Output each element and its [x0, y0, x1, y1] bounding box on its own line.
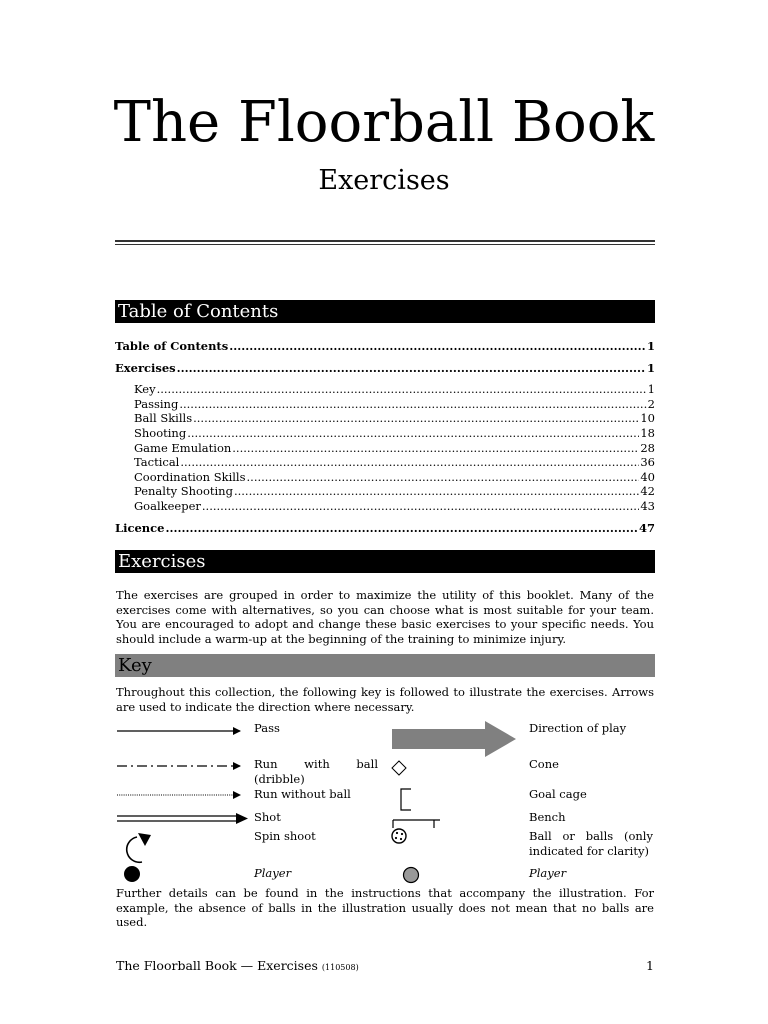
toc-entry-page: 36: [640, 455, 655, 470]
toc-entry-label: Coordination Skills: [134, 469, 246, 484]
document-subtitle: Exercises: [318, 165, 450, 196]
toc-entry-page: 2: [647, 396, 655, 411]
key-label-bench: Bench: [529, 810, 566, 824]
key-label-player-left: Player: [254, 866, 292, 880]
toc-entry-label: Licence: [115, 520, 165, 535]
toc-entry-label: Shooting: [134, 425, 187, 440]
toc-entry-label: Exercises: [115, 360, 176, 375]
key-label-player-right: Player: [529, 866, 567, 880]
key-label-cone: Cone: [529, 757, 559, 771]
key-label-shot: Shot: [254, 810, 281, 824]
toc-entry-page: 43: [640, 498, 655, 513]
cone-icon: [392, 761, 406, 775]
key-intro: Throughout this collection, the following key is followed to illustrate the exercises. Arrows are used to indicate the direction where necessary.: [116, 685, 654, 714]
key-label-run-without-ball: Run without ball: [254, 787, 351, 801]
toc-entry-page: 40: [640, 469, 655, 484]
toc-entry-label: Goalkeeper: [134, 498, 201, 513]
toc-entry-label: Penalty Shooting: [134, 484, 233, 499]
footer-title: The Floorball Book — Exercises: [116, 958, 318, 973]
toc-entry-label: Game Emulation: [134, 440, 232, 455]
key-label-pass: Pass: [254, 721, 280, 735]
toc-entry-page: 1: [646, 360, 655, 375]
key-label-goal-cage: Goal cage: [529, 787, 587, 801]
toc-entry-page: 1: [647, 382, 655, 397]
key-outro: Further details can be found in the instructions that accompany the illustration. For example, the absence of balls in the illustration usually does not mean that no balls are used.: [116, 886, 654, 930]
page-footer: [116, 958, 359, 973]
exercises-intro: The exercises are grouped in order to maximize the utility of this booklet. Many of the exercises come with alternatives, so you can choose what is most suitable for your team. You are encouraged to adopt and change these basic exercises to your specific needs. You should include a warm-up at the beginning of the training to minimize injury.: [116, 588, 654, 647]
goal-cage-icon: [401, 789, 411, 810]
page-number: 1: [646, 958, 654, 973]
shot-arrow-icon: [117, 813, 248, 824]
toc-entry-page: 1: [646, 339, 655, 353]
balls-icon: [392, 829, 406, 843]
toc-entry-label: Key: [134, 382, 156, 397]
toc-entry-page: 28: [640, 440, 655, 455]
player-grey-icon: [404, 868, 419, 883]
toc-entry-label: Table of Contents: [115, 339, 229, 353]
exercises-heading: Exercises: [115, 550, 655, 573]
direction-of-play-arrow-icon: [392, 721, 516, 757]
toc-entry-page: 47: [638, 520, 655, 535]
key-heading: Key: [115, 654, 655, 677]
bench-icon: [393, 820, 440, 828]
document-title: The Floorball Book: [113, 90, 655, 155]
spin-shoot-arrow-icon: [127, 833, 151, 862]
toc-entry-label: Passing: [134, 396, 179, 411]
toc-heading: Table of Contents: [115, 300, 655, 323]
toc-entry-page: 18: [640, 425, 655, 440]
toc-entry-page: 10: [640, 411, 655, 426]
key-label-spin-shoot: Spin shoot: [254, 829, 316, 843]
key-label-run-with-ball: Run with ball (dribble): [254, 757, 378, 786]
footer-version: (110508): [321, 963, 359, 972]
toc-entry-label: Tactical: [134, 455, 180, 470]
player-black-icon: [124, 866, 140, 882]
toc-entry-label: Ball Skills: [134, 411, 193, 426]
key-label-direction-of-play: Direction of play: [529, 721, 627, 735]
toc-entry-page: 42: [640, 484, 655, 499]
key-label-balls: Ball or balls (only indicated for clarity): [529, 829, 653, 858]
